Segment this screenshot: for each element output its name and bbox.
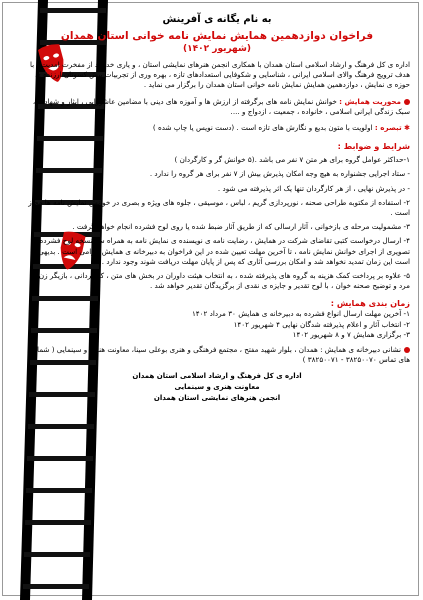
schedule-item: ۲- انتخاب آثار و اعلام پذیرفته شدگان نهایی ۴ شهریور ۱۴۰۲ xyxy=(233,319,410,329)
heading: به نام یگانه ی آفرینش xyxy=(162,14,272,25)
rules-title: شرایط و ضوابط : xyxy=(337,141,410,152)
topics-text: خوانش نمایش نامه های برگرفته از ارزش ها و آموزه های دینی با مضامین عاشورایی ، ایثار و شهادت ، سبک زندگی ایرانی اسلامی ، خانواده ، جمعیت ، ازدواج و .... xyxy=(32,96,410,116)
topics-label: محوریت همایش : xyxy=(339,96,401,106)
bullet-icon xyxy=(404,99,410,105)
note-label: تبصره : xyxy=(374,123,402,133)
title: فراخوان دوازدهمین همایش نمایش نامه خوانی استان همدان xyxy=(60,30,374,42)
note-paragraph xyxy=(24,123,410,133)
announcement-text xyxy=(24,14,410,592)
topics-paragraph xyxy=(24,97,410,117)
rule-item: ۴- ارسال درخواست کتبی تقاضای شرکت در همایش ، رضایت نامه ی نویسنده ی نمایش نامه به همراه سه نسخه لوح فشرده ی تصویری از اجرای خوانش نمایش نامه ، تا آخرین مهلت تعیین شده در این فراخوان به دبیرخانه ی همایش الزامی است . بدیهی است این زمان تمدید نخواهد شد و امکان بررسی آثاری که پس از پایان مهلت دریافت شوند وجود ندارد . xyxy=(31,236,410,266)
footer-line: اداره ی کل فرهنگ و ارشاد اسلامی استان همدان xyxy=(132,372,302,381)
address-paragraph xyxy=(24,345,410,365)
footer-line: معاونت هنری و سینمایی xyxy=(174,383,260,392)
footer xyxy=(24,371,410,404)
rule-item: - در پذیرش نهایی ، از هر کارگردان تنها یک اثر پذیرفته می شود . xyxy=(217,183,410,193)
footer-line: انجمن هنرهای نمایشی استان همدان xyxy=(153,394,281,403)
schedule-item: ۱- آخرین مهلت ارسال انواع فشرده به دبیرخانه ی همایش ۳۰ مرداد ۱۴۰۲ xyxy=(191,309,410,319)
bullet-icon xyxy=(404,347,410,353)
note-text: اولویت با متون بدیع و نگارش های تازه است . (دست نویس یا چاپ شده ) xyxy=(152,123,373,133)
schedule-item: ۳- برگزاری همایش ۷ و ۸ شهریور ۱۴۰۲ xyxy=(292,329,410,339)
rule-item: - ستاد اجرایی جشنواره به هیچ وجه امکان پذیرش بیش از ۷ نفر برای هر گروه را ندارد . xyxy=(149,169,410,179)
star-icon: ✱ xyxy=(403,123,410,133)
schedule-title: زمان بندی همایش : xyxy=(330,298,410,309)
intro-paragraph: اداره ی کل فرهنگ و ارشاد اسلامی استان همدان با همکاری انجمن هنرهای نمایشی استان ، و یاری خداوند از مفخرت امدیت ، با هدف ترویج فرهنگ والای اسلامی ایرانی ، شناسایی و شکوفایی استعدادهای تازه ، بهره وری از تجربیات پیش کسوتان ارزنده ی حوزه ی نمایش ، دوازدهمین همایش نمایش نامه خوانی استان همدان را برگزار می نماید . xyxy=(29,60,410,90)
address-text: نشانی دبیرخانه ی همایش : همدان ، بلوار شهید مفتح ، مجتمع فرهنگی و هنری بوعلی سینا، معاونت هنری و سینمایی ( شماره های تماس ۳۸۲۵۰۰۷۰ - ۳۸۲۵۰۰۷۱ ) xyxy=(29,345,410,365)
rule-item: ۲- استفاده از مکتوبه طراحی صحنه ، نورپردازی گریم ، لباس ، موسیقی ، جلوه های ویژه و بصری در خوانش نمایش نامه ها مجاز است . xyxy=(28,197,410,218)
subtitle: (شهریور ۱۴۰۲) xyxy=(183,44,251,54)
rule-item: ۵- علاوه بر پرداخت کمک هزینه به گروه های پذیرفته شده ، به انتخاب هیئت داوران در بخش های متن ، کارگردانی ، بازیگر زن و مرد و توضیح صحنه خوان ، با لوح تقدیر و جایزه ی نقدی از برگزیدگان تقدیر خواهد شد . xyxy=(33,271,410,291)
rule-item: ۳- مشمولیت مرحله ی بازخوانی ، آثار ارسالی که از طریق آثار ضبط شده یا روی لوح فشرده انجام خواهد گرفت . xyxy=(72,222,410,232)
rule-item: ۱-حداکثر عوامل گروه برای هر متن ۷ نفر می باشد .(۵ خوانش گر و کارگردان ) xyxy=(174,155,410,165)
